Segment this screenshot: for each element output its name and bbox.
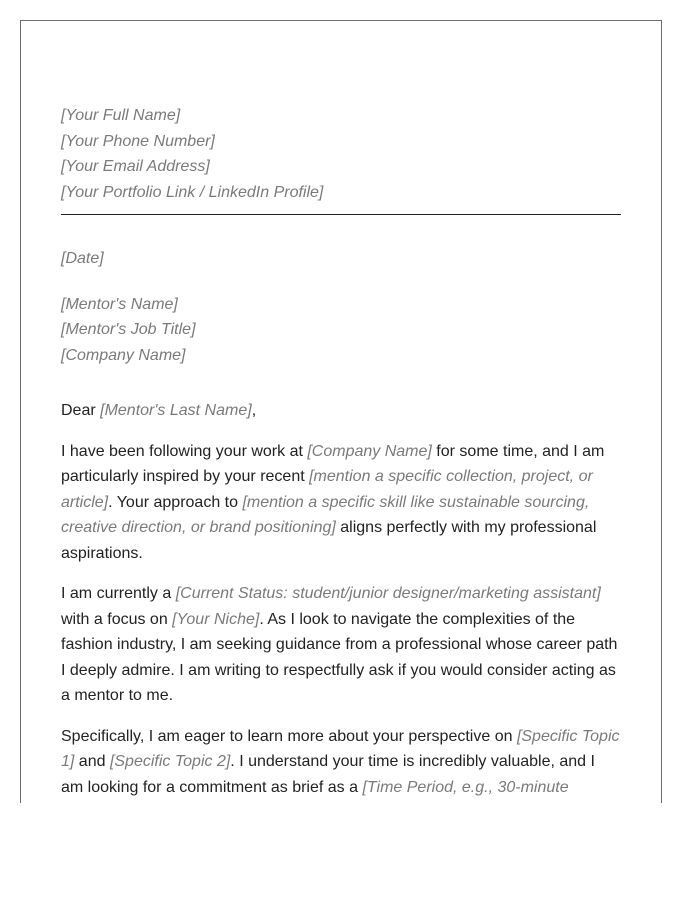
letter-date: [Date]: [61, 250, 104, 267]
recipient-company: [Company Name]: [61, 346, 186, 364]
recipient-title: [Mentor's Job Title]: [61, 321, 196, 338]
p1-text-2: for some time, and I am particularly inspired by your recent: [61, 442, 605, 485]
p1-placeholder-2: [mention a specific collection, project, or article]: [61, 468, 593, 511]
p3-text-1: Specifically, I am eager to learn more about your perspective on: [61, 727, 517, 745]
p2-text-2: with a focus on: [61, 610, 173, 628]
recipient-name: [Mentor's Name]: [61, 295, 178, 313]
salutation-greeting: Dear: [61, 402, 101, 419]
sender-info: [61, 103, 621, 205]
salutation: [61, 398, 621, 424]
salutation-punct: ,: [251, 402, 257, 419]
sender-phone: [Your Phone Number]: [61, 132, 215, 150]
p1-placeholder-3: [mention a specific skill like sustainable sourcing, creative direction, or brand positioning]: [61, 493, 590, 536]
paragraph-2: [61, 581, 621, 709]
letter-page: [20, 20, 662, 803]
p1-text-3: . Your approach to: [108, 493, 243, 511]
p1-text-1: I have been following your work at: [61, 442, 308, 460]
letter-content: [61, 103, 621, 800]
p3-placeholder-2: [Specific Topic 2]: [109, 753, 231, 770]
p3-placeholder-3: [Time Period, e.g., 30-minute: [362, 778, 569, 796]
sender-portfolio: [Your Portfolio Link / LinkedIn Profile]: [61, 183, 324, 201]
p3-placeholder-1: [Specific Topic 1]: [61, 727, 620, 770]
paragraph-1: [61, 439, 621, 567]
sender-full-name: [Your Full Name]: [61, 107, 181, 124]
p1-text-4: aligns perfectly with my professional aspirations.: [61, 519, 597, 562]
salutation-name: [Mentor's Last Name]: [100, 402, 252, 419]
p2-text-1: I am currently a: [61, 585, 176, 602]
p2-placeholder-1: [Current Status: student/junior designer/marketing assistant]: [175, 585, 601, 602]
paragraph-3: [61, 724, 621, 801]
sender-email: [Your Email Address]: [61, 158, 210, 175]
p3-text-2: and: [74, 753, 110, 770]
recipient-info: [61, 292, 621, 369]
p1-placeholder-1: [Company Name]: [307, 442, 432, 460]
p2-text-3: . As I look to navigate the complexities of the fashion industry, I am seeking guidance from a professional whose career path I deeply admire. I am writing to respectfully ask if you would consider acting as a mentor to me.: [61, 610, 618, 704]
p2-placeholder-2: [Your Niche]: [172, 610, 260, 628]
header-divider: [61, 214, 621, 215]
p3-text-3: . I understand your time is incredibly valuable, and I am looking for a commitment as brief as a: [61, 753, 595, 796]
